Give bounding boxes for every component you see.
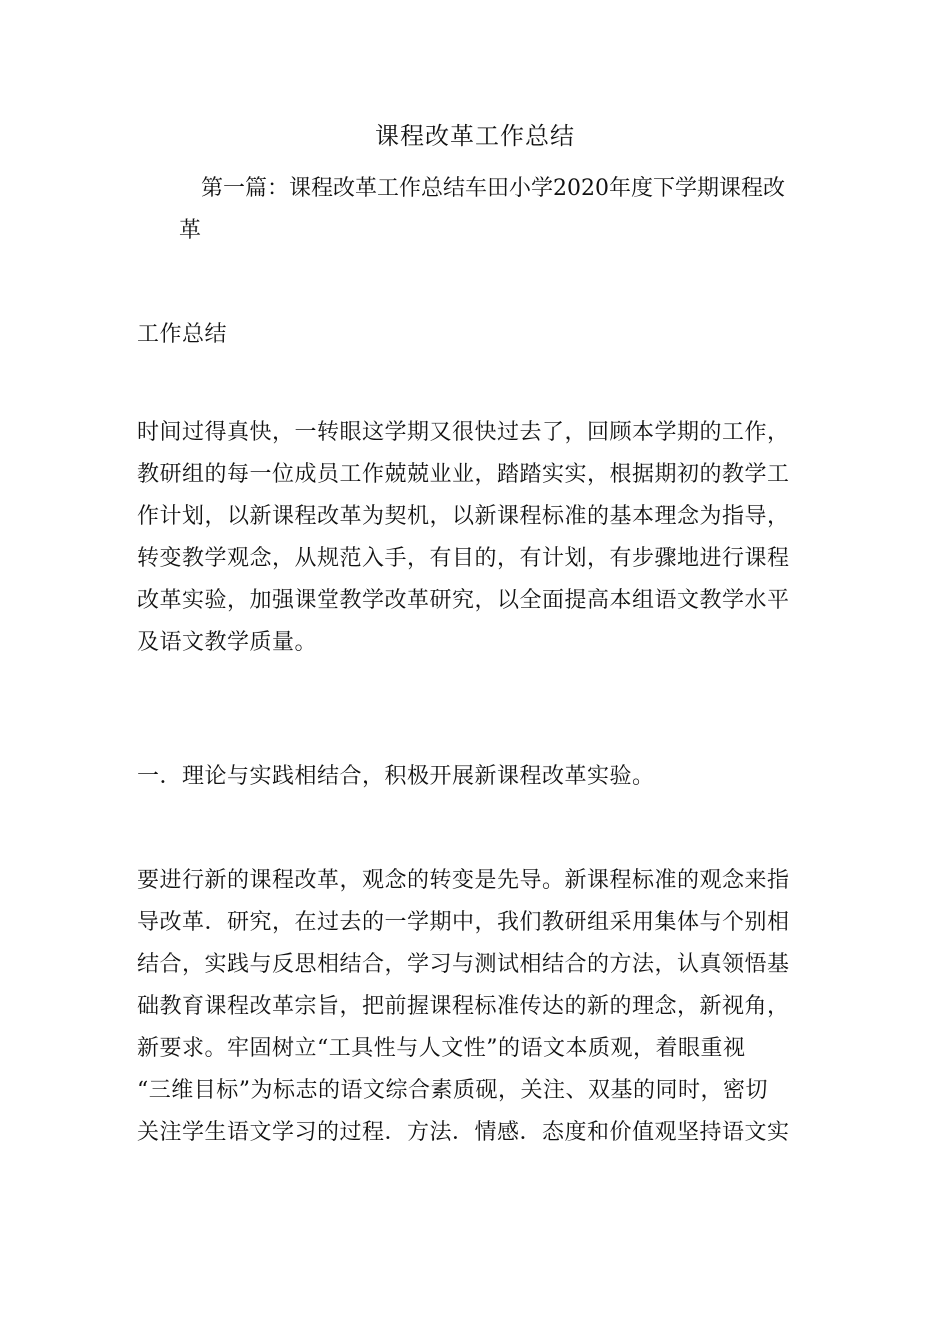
paragraph-line: “三维目标”为标志的语文综合素质砚，关注、双基的同时，密切 — [137, 1078, 768, 1103]
paragraph-line: 关注学生语文学习的过程．方法．情感．态度和价值观坚持语文实 — [137, 1120, 790, 1145]
paragraph-section1 — [137, 860, 827, 1154]
subtitle-line: 革 — [179, 218, 202, 243]
document-subtitle — [137, 168, 827, 252]
paragraph-line: 导改革．研究，在过去的一学期中，我们教研组采用集体与个别相 — [137, 910, 790, 935]
paragraph-line: 作计划，以新课程改革为契机，以新课程标准的基本理念为指导， — [137, 504, 790, 529]
paragraph-line: 要进行新的课程改革，观念的转变是先导。新课程标准的观念来指 — [137, 868, 790, 893]
summary-heading: 工作总结 — [137, 322, 228, 347]
section-heading: 一．理论与实践相结合，积极开展新课程改革实验。 — [137, 764, 655, 789]
paragraph-line: 及语文教学质量。 — [137, 630, 318, 655]
paragraph-line: 转变教学观念，从规范入手，有目的，有计划，有步骤地进行课程 — [137, 546, 790, 571]
paragraph-line: 改革实验，加强课堂教学改革研究，以全面提高本组语文教学水平 — [137, 588, 790, 613]
document-title: 课程改革工作总结 — [375, 122, 575, 150]
paragraph-line: 时间过得真快，一转眼这学期又很快过去了，回顾本学期的工作， — [137, 420, 790, 445]
paragraph-intro — [137, 412, 827, 664]
paragraph-line: 础教育课程改革宗旨，把前握课程标准传达的新的理念，新视角， — [137, 994, 790, 1019]
subtitle-line: 第一篇：课程改革工作总结车田小学2020年度下学期课程改 — [201, 176, 785, 201]
paragraph-line: 结合，实践与反思相结合，学习与测试相结合的方法，认真领悟基 — [137, 952, 790, 977]
paragraph-line: 新要求。牢固树立“工具性与人文性”的语文本质观，着眼重视 — [137, 1036, 746, 1061]
paragraph-line: 教研组的每一位成员工作兢兢业业，踏踏实实，根据期初的教学工 — [137, 462, 790, 487]
